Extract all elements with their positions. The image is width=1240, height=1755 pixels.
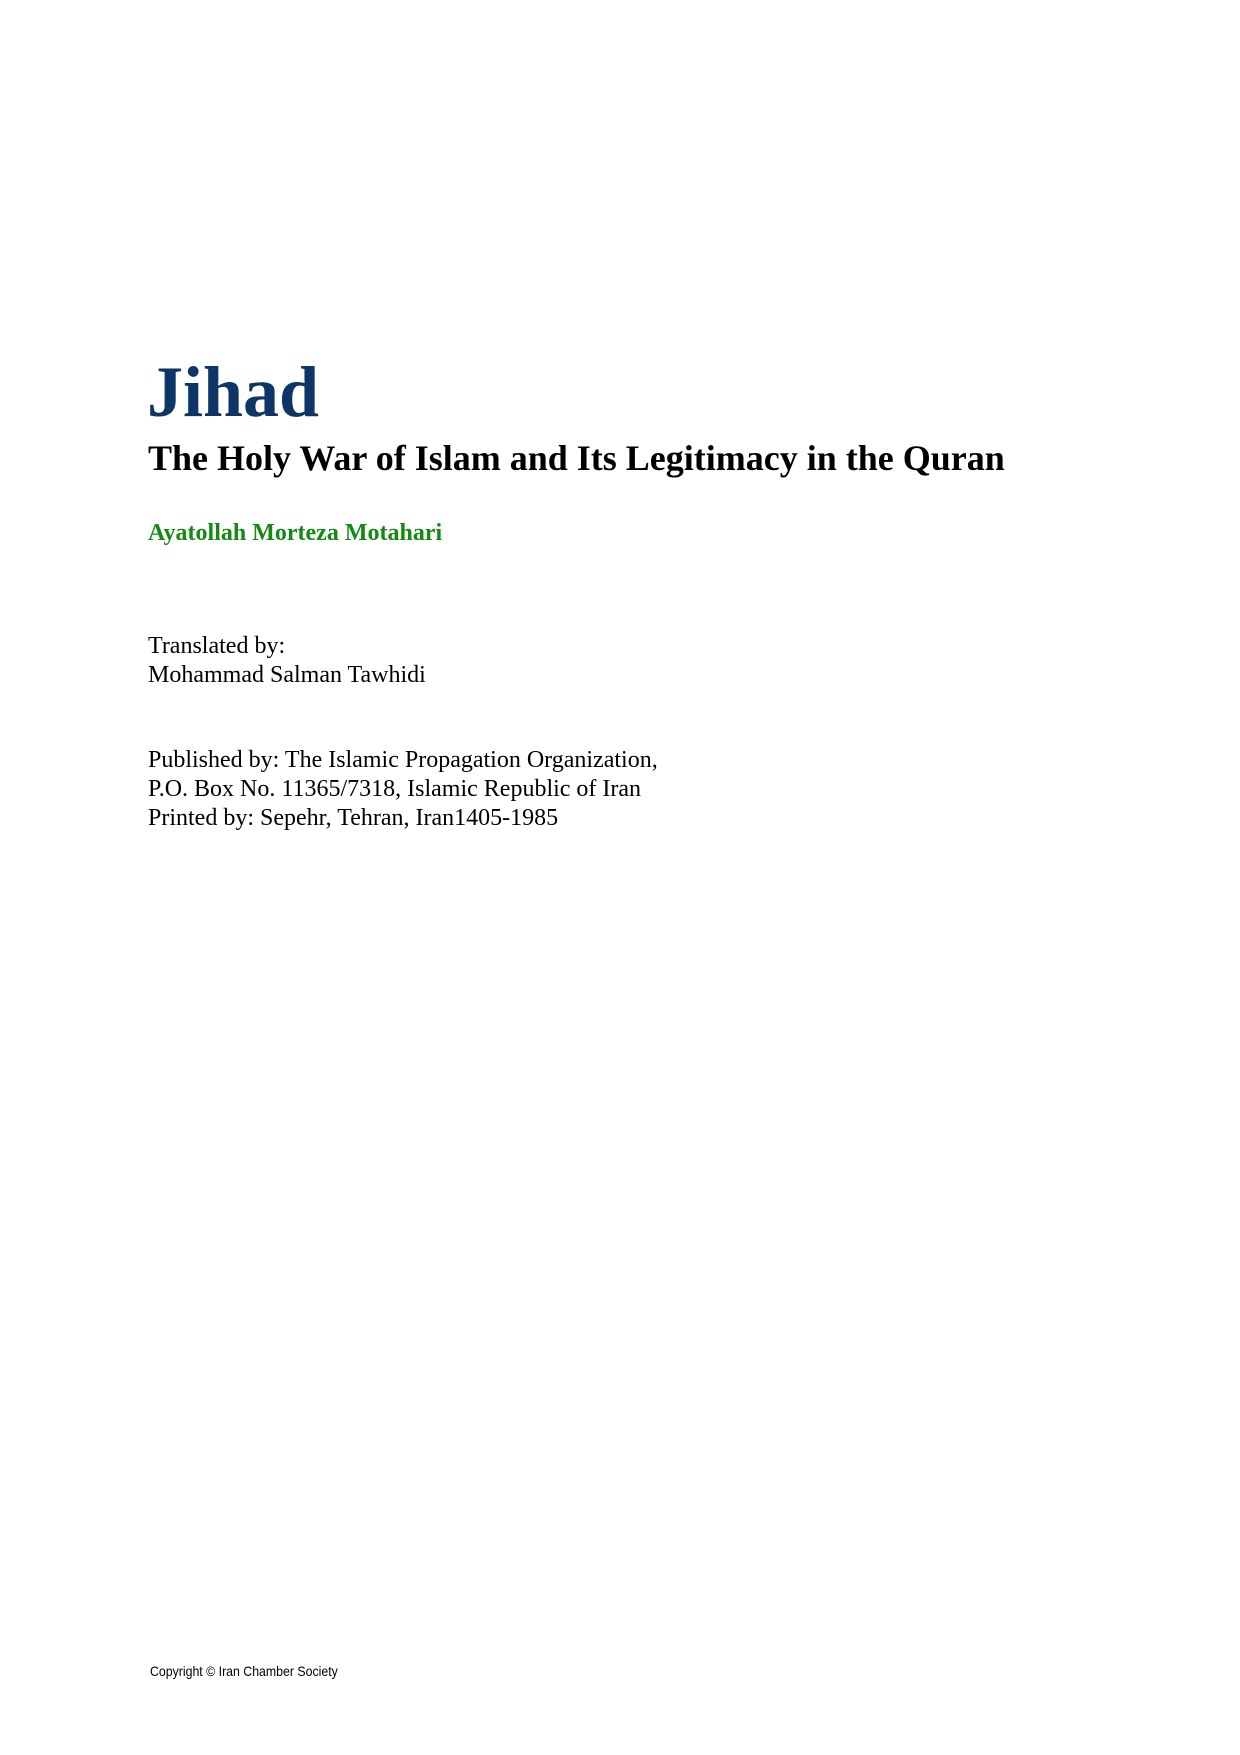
- translator-name: Mohammad Salman Tawhidi: [148, 662, 426, 688]
- document-subtitle: The Holy War of Islam and Its Legitimacy in the Quran: [148, 438, 1005, 478]
- document-title: Jihad: [147, 352, 320, 432]
- copyright-footer: Copyright © Iran Chamber Society: [150, 1663, 338, 1679]
- author-name: Ayatollah Morteza Motahari: [148, 520, 443, 546]
- translated-by-label: Translated by:: [148, 633, 286, 659]
- translation-credit: [148, 632, 426, 690]
- printer-line: Printed by: Sepehr, Tehran, Iran1405-1985: [148, 805, 559, 831]
- address-line: P.O. Box No. 11365/7318, Islamic Republic of Iran: [148, 776, 642, 802]
- publisher-line: Published by: The Islamic Propagation Organization,: [148, 747, 658, 773]
- publication-info: [148, 746, 658, 833]
